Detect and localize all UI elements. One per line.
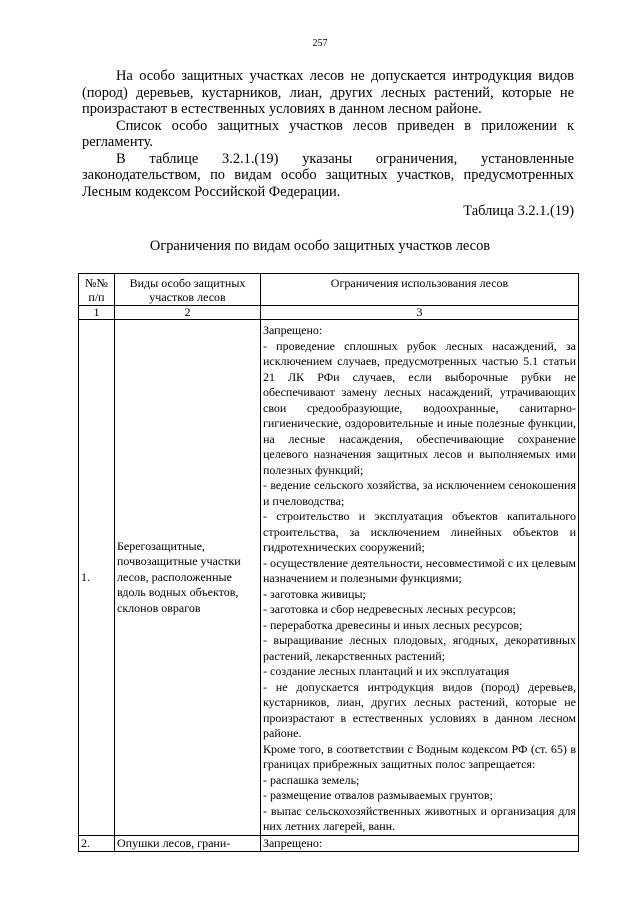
restriction-line: - осуществление деятельности, несовместимой с их целевым назначением и полезными функциями; (263, 555, 576, 585)
column-number: 2 (115, 306, 261, 320)
paragraph-3: В таблице 3.2.1.(19) указаны ограничения, установленные законодательством, по видам особо защитных участков, предусмотренных Лесным кодексом Российской Федерации. (82, 150, 574, 200)
column-number: 3 (261, 306, 579, 320)
restriction-line: - строительство и эксплуатация объектов капитального строительства, за исключением линейных объектов и гидротехнических сооружений; (263, 509, 576, 554)
table-header-row (79, 274, 579, 306)
restriction-line: - выращивание лесных плодовых, ягодных, декоративных растений, лекарственных растений; (263, 633, 576, 663)
table-caption: Таблица 3.2.1.(19) (463, 203, 574, 219)
restriction-line: Кроме того, в соответствии с Водным кодексом РФ (ст. 65) в границах прибрежных защитных полос запрещается: (263, 741, 576, 771)
restriction-line: Запрещено: (263, 323, 323, 337)
row-restrictions (261, 320, 579, 836)
row-number: 2. (79, 835, 115, 852)
restriction-line: - не допускается интродукция видов (пород) деревьев, кустарников, лиан, других лесных растений, которые не произрастают в естественных условиях в данном лесном районе. (263, 679, 576, 740)
restriction-line: - выпас сельскохозяйственных животных и организация для них летних лагерей, ванн. (263, 803, 576, 833)
restriction-line: - ведение сельского хозяйства, за исключением сенокошения и пчеловодства; (263, 478, 576, 508)
table-title: Ограничения по видам особо защитных участков лесов (149, 238, 491, 254)
page-number: 257 (312, 38, 328, 49)
header-number: №№ п/п (79, 274, 115, 306)
restriction-line: - переработка древесины и иных лесных ресурсов; (263, 617, 523, 632)
column-number: 1 (79, 306, 115, 320)
restriction-line: - распашка земель; (263, 772, 360, 787)
restriction-line: - размещение отвалов размываемых грунтов; (263, 788, 493, 802)
restrictions-table (78, 273, 579, 852)
restriction-line: - заготовка и сбор недревесных лесных ресурсов; (263, 602, 516, 616)
paragraph-2: Список особо защитных участков лесов приведен в приложении к регламенту. (82, 117, 574, 150)
restriction-line: - заготовка живицы; (263, 586, 366, 601)
row-type: Опушки лесов, грани- (115, 835, 261, 852)
restriction-line: - создание лесных плантаций и их эксплуатация (263, 664, 510, 678)
restriction-line: - проведение сплошных рубок лесных насаждений, за исключением случаев, предусмотренных частью 5.1 статьи 21 ЛК РФи случаев, если выборочные рубки не обеспечивают замену лесных насаждений, утрачивающих свои средообразующие, водоохранные, санитарно-гигиенические, оздоровительные и иные полезные функции, на лесные насаждения, обеспечивающие сохранение целевого назначения защитных лесов и выполняемых ими полезных функций; (263, 338, 576, 477)
table-row (79, 320, 579, 836)
row-restrictions (261, 835, 579, 852)
restriction-line: Запрещено: (263, 835, 323, 850)
column-number-row (79, 306, 579, 320)
row-type: Берегозащитные, почвозащитные участки лесов, расположенные вдоль водных объектов, склонов оврагов (115, 320, 261, 836)
paragraph-1: На особо защитных участках лесов не допускается интродукция видов (пород) деревьев, кустарников, лиан, других лесных растений, которые не произрастают в естественных условиях в данном лесном районе. (82, 68, 574, 117)
table-row (79, 835, 579, 852)
header-type: Виды особо защитных участков лесов (115, 274, 261, 306)
header-restrictions: Ограничения использования лесов (261, 274, 579, 306)
row-number: 1. (79, 320, 115, 836)
body-text (82, 68, 574, 220)
